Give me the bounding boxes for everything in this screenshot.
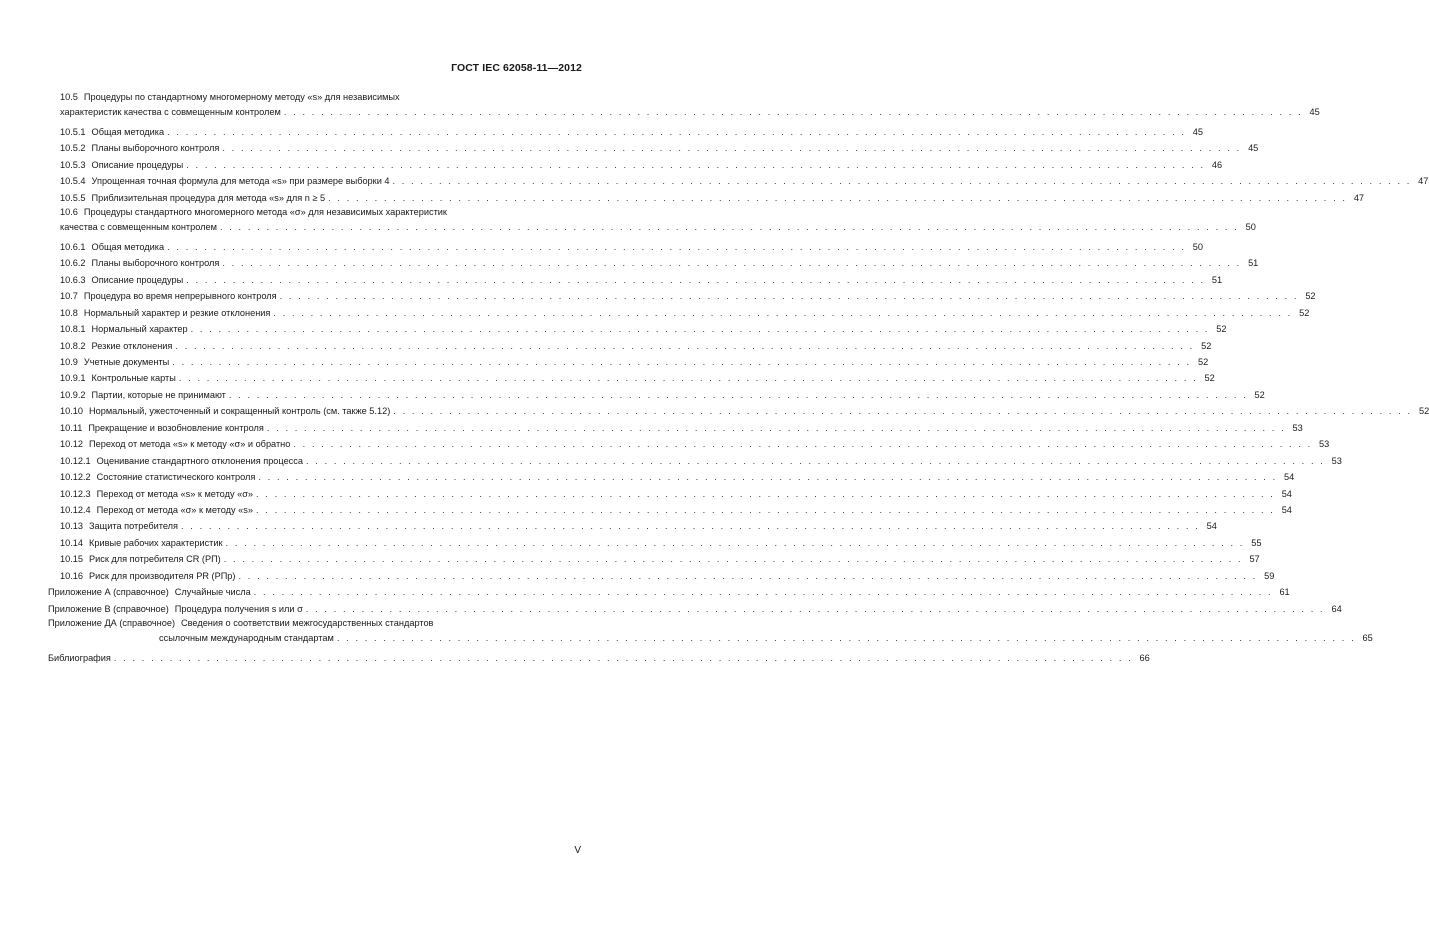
toc-page: 47 <box>1418 176 1429 187</box>
document-header: ГОСТ IEC 62058-11—2012 <box>451 62 582 74</box>
leader-dots <box>226 535 1245 551</box>
toc-entry-10-11[interactable] <box>48 420 1303 436</box>
leader-dots <box>254 584 1273 600</box>
page-number: V <box>574 845 581 856</box>
toc-title: Риск для потребителя CR (РП) <box>89 554 221 565</box>
toc-number: 10.9.2 <box>60 389 86 400</box>
leader-dots <box>114 650 1133 666</box>
toc-title: Переход от метода «σ» к методу «s» <box>96 504 253 515</box>
toc-page: 61 <box>1279 587 1290 598</box>
toc-entry-10-5[interactable] <box>48 91 1320 124</box>
toc-page: 64 <box>1331 603 1342 614</box>
toc-page: 55 <box>1251 537 1262 548</box>
leader-dots <box>293 436 1312 452</box>
leader-dots <box>222 255 1241 271</box>
leader-dots <box>181 518 1200 534</box>
toc-title-line1: Сведения о соответствии межгосударственных стандартов <box>181 618 434 629</box>
leader-dots <box>238 568 1257 584</box>
toc-page: 45 <box>1248 143 1259 154</box>
toc-entry-appendix-da[interactable] <box>48 617 1373 650</box>
toc-entry-10-5-2[interactable] <box>48 140 1259 156</box>
toc-title-line1: Процедуры по стандартному многомерному методу «s» для независимых <box>83 92 400 102</box>
toc-number: 10.5.2 <box>60 143 86 154</box>
toc-title: Состояние статистического контроля <box>96 472 256 483</box>
toc-page: 50 <box>1192 241 1204 252</box>
toc-title: Библиография <box>48 652 111 663</box>
toc-page: 52 <box>1204 373 1215 384</box>
leader-dots <box>328 190 1347 206</box>
toc-entry-10-6-1[interactable] <box>48 239 1204 255</box>
toc-title: Переход от метода «s» к методу «σ» и обратно <box>89 439 291 450</box>
toc-page: 52 <box>1305 291 1316 302</box>
toc-entry-10-16[interactable] <box>48 568 1275 584</box>
toc-entry-10-7[interactable] <box>48 288 1316 304</box>
toc-page: 51 <box>1211 274 1223 285</box>
toc-title: Процедура получения s или σ <box>174 603 303 614</box>
toc-page: 46 <box>1211 159 1223 170</box>
toc-number: 10.5.5 <box>60 192 86 203</box>
toc-title: Упрощенная точная формула для метода «s» при размере выборки 4 <box>91 176 390 187</box>
toc-page: 52 <box>1216 324 1227 335</box>
toc-title: Учетные документы <box>83 357 170 368</box>
toc-entry-10-12[interactable] <box>48 436 1330 452</box>
toc-title: Кривые рабочих характеристик <box>89 537 223 548</box>
toc-page: 52 <box>1418 406 1429 417</box>
toc-title-line2: характеристик качества с совмещенным контролем <box>60 107 281 117</box>
toc-number: Приложение ДА (справочное) <box>48 618 176 629</box>
toc-title: Нормальный характер <box>91 324 188 335</box>
toc-number: 10.12.4 <box>60 504 91 515</box>
leader-dots <box>191 321 1210 337</box>
toc-number: 10.8.2 <box>60 340 86 351</box>
toc-title-line1: Процедуры стандартного многомерного метода «σ» для независимых характеристик <box>83 207 447 218</box>
toc-page: 54 <box>1284 472 1295 483</box>
toc-title: Общая методика <box>91 126 165 137</box>
leader-dots <box>392 173 1411 189</box>
toc-page: 50 <box>1245 222 1256 233</box>
leader-dots <box>220 219 1239 235</box>
toc-page: 53 <box>1292 422 1303 433</box>
toc-entry-10-8-2[interactable] <box>48 338 1212 354</box>
toc-entry-10-8[interactable] <box>48 305 1310 321</box>
toc-number: 10.11 <box>60 422 83 433</box>
toc-number: 10.12.1 <box>60 455 91 466</box>
toc-number: 10.5 <box>60 92 78 102</box>
leader-dots <box>280 288 1299 304</box>
toc-number: 10.5.1 <box>60 126 86 137</box>
toc-page: 54 <box>1206 521 1217 532</box>
leader-dots <box>256 502 1275 518</box>
toc-number: 10.7 <box>60 291 78 302</box>
leader-dots <box>179 370 1198 386</box>
toc-number: 10.8 <box>60 307 78 318</box>
toc-entry-10-9-2[interactable] <box>48 387 1265 403</box>
toc-title: Нормальный, ужесточенный и сокращенный контроль (см. также 5.12) <box>89 406 391 417</box>
toc-entry-10-5-4[interactable] <box>48 173 1429 189</box>
leader-dots <box>306 453 1325 469</box>
toc-entry-10-12-2[interactable] <box>48 469 1295 485</box>
leader-dots <box>393 403 1412 419</box>
leader-dots <box>306 601 1325 617</box>
toc-page: 54 <box>1281 488 1292 499</box>
toc-number: 10.8.1 <box>60 324 86 335</box>
leader-dots <box>273 305 1292 321</box>
toc-title: Переход от метода «s» к методу «σ» <box>96 488 253 499</box>
leader-dots <box>175 338 1194 354</box>
leader-dots <box>256 486 1275 502</box>
toc-number: 10.6.1 <box>60 241 86 252</box>
toc-entry-10-10[interactable] <box>48 403 1429 419</box>
leader-dots <box>186 272 1205 288</box>
leader-dots <box>337 630 1356 646</box>
toc-entry-10-6[interactable] <box>48 206 1256 239</box>
toc-number: 10.12 <box>60 439 83 450</box>
leader-dots <box>167 124 1186 140</box>
toc-number: 10.12.2 <box>60 472 91 483</box>
toc-entry-appendix-b[interactable] <box>48 601 1342 617</box>
toc-number: 10.13 <box>60 521 83 532</box>
toc-title: Описание процедуры <box>91 274 184 285</box>
toc-number: 10.6 <box>60 207 78 218</box>
toc-number: 10.5.3 <box>60 159 86 170</box>
leader-dots <box>229 387 1248 403</box>
toc-title: Общая методика <box>91 241 165 252</box>
toc-number: 10.15 <box>60 554 83 565</box>
toc-title: Планы выборочного контроля <box>91 258 220 269</box>
toc-page: 47 <box>1353 192 1365 203</box>
toc-entry-10-5-5[interactable] <box>48 190 1365 206</box>
toc-page: 54 <box>1281 504 1292 515</box>
toc-title: Прекращение и возобновление контроля <box>88 422 264 433</box>
leader-dots <box>267 420 1286 436</box>
toc-title: Нормальный характер и резкие отклонения <box>83 307 271 318</box>
toc-number: 10.9 <box>60 357 78 368</box>
toc-page: 53 <box>1319 439 1330 450</box>
leader-dots <box>167 239 1186 255</box>
toc-entry-10-6-3[interactable] <box>48 272 1223 288</box>
toc-entry-10-9-1[interactable] <box>48 370 1215 386</box>
toc-title: Контрольные карты <box>91 373 176 384</box>
toc-page: 45 <box>1309 107 1320 117</box>
toc-title: Случайные числа <box>174 587 251 598</box>
toc-title: Партии, которые не принимают <box>91 389 226 400</box>
toc-page: 52 <box>1254 389 1265 400</box>
toc-page: 45 <box>1192 126 1204 137</box>
toc-number: 10.6.2 <box>60 258 86 269</box>
toc-page: 66 <box>1139 652 1150 663</box>
toc-title-line2: ссылочным международным стандартам <box>159 633 334 644</box>
toc-title: Процедура во время непрерывного контроля <box>83 291 277 302</box>
toc-number: Приложение В (справочное) <box>48 603 169 614</box>
toc-number: 10.6.3 <box>60 274 86 285</box>
toc-entry-10-9[interactable] <box>48 354 1209 370</box>
toc-entry-10-6-2[interactable] <box>48 255 1259 271</box>
toc-title: Приблизительная процедура для метода «s» для n ≥ 5 <box>91 192 326 203</box>
toc-number: 10.9.1 <box>60 373 86 384</box>
toc-number: 10.14 <box>60 537 83 548</box>
toc-title-line2: качества с совмещенным контролем <box>60 222 217 233</box>
toc-page: 52 <box>1197 357 1209 368</box>
leader-dots <box>258 469 1277 485</box>
toc-entry-10-15[interactable] <box>48 551 1260 567</box>
toc-number: Приложение А (справочное) <box>48 587 169 598</box>
toc-entry-10-12-1[interactable] <box>48 453 1342 469</box>
toc-page: 59 <box>1264 570 1275 581</box>
toc-page: 53 <box>1331 455 1342 466</box>
toc-number: 10.5.4 <box>60 176 86 187</box>
toc-entry-10-5-1[interactable] <box>48 124 1204 140</box>
leader-dots <box>224 551 1243 567</box>
toc-page: 52 <box>1201 340 1212 351</box>
toc-entry-10-12-3[interactable] <box>48 486 1292 502</box>
toc-page: 51 <box>1248 258 1259 269</box>
toc-title: Описание процедуры <box>91 159 184 170</box>
leader-dots <box>186 157 1205 173</box>
toc-entry-appendix-a[interactable] <box>48 584 1290 600</box>
toc-entry-bibliography[interactable] <box>48 650 1150 666</box>
toc-title: Риск для производителя PR (РПр) <box>89 570 236 581</box>
toc-title: Защита потребителя <box>89 521 178 532</box>
toc-entry-10-13[interactable] <box>48 518 1217 534</box>
toc-page: 65 <box>1362 633 1373 644</box>
toc-title: Планы выборочного контроля <box>91 143 220 154</box>
toc-number: 10.12.3 <box>60 488 91 499</box>
toc-entry-10-12-4[interactable] <box>48 502 1292 518</box>
toc-title: Резкие отклонения <box>91 340 173 351</box>
table-of-contents <box>48 91 1429 666</box>
leader-dots <box>222 140 1241 156</box>
leader-dots <box>284 104 1303 120</box>
toc-entry-10-14[interactable] <box>48 535 1262 551</box>
toc-entry-10-5-3[interactable] <box>48 157 1223 173</box>
toc-entry-10-8-1[interactable] <box>48 321 1227 337</box>
toc-title: Оценивание стандартного отклонения процесса <box>96 455 303 466</box>
toc-page: 52 <box>1299 307 1310 318</box>
toc-number: 10.10 <box>60 406 83 417</box>
leader-dots <box>172 354 1191 370</box>
toc-number: 10.16 <box>60 570 83 581</box>
toc-page: 57 <box>1249 554 1260 565</box>
